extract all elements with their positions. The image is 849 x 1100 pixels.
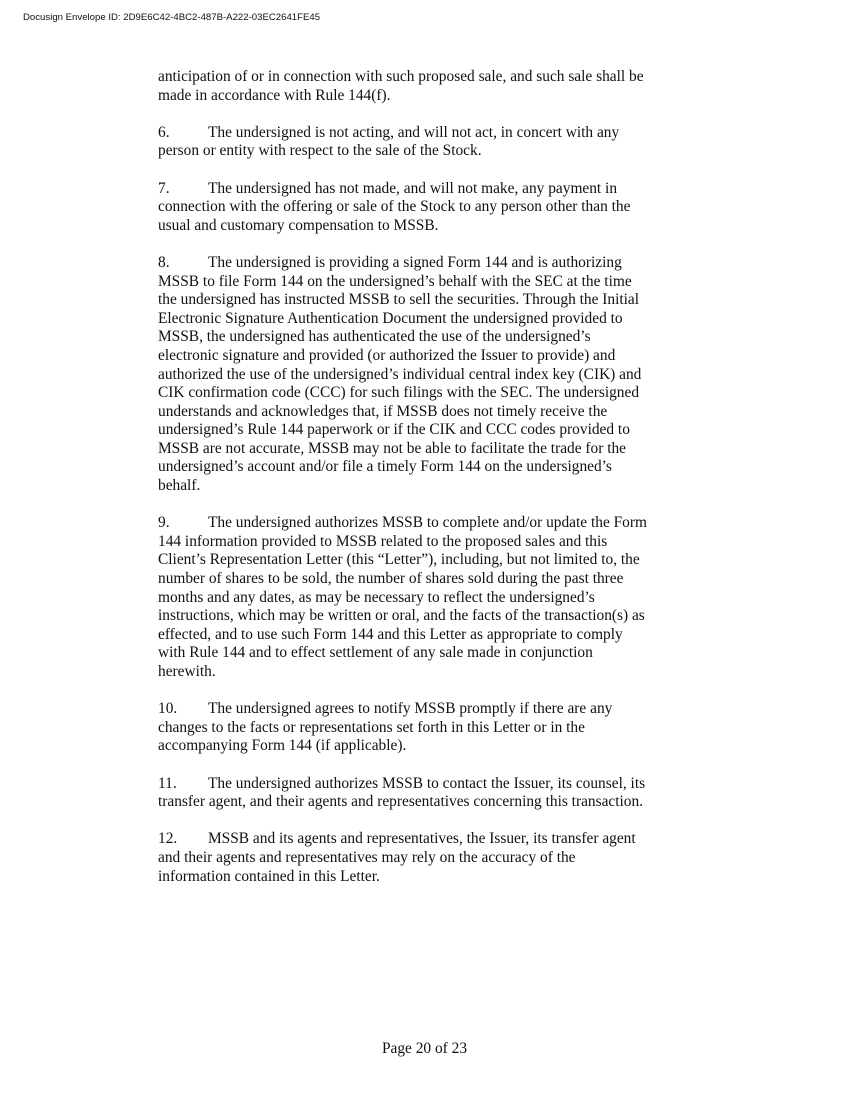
paragraph-number: 10. <box>158 700 178 718</box>
paragraph-8 <box>158 254 698 496</box>
paragraph-line: 144 information provided to MSSB related to the proposed sales and this <box>158 532 608 550</box>
paragraph-line: electronic signature and provided (or authorized the Issuer to provide) and <box>158 346 616 364</box>
paragraph-line: and their agents and representatives may rely on the accuracy of the <box>158 848 576 866</box>
paragraph-text: MSSB and its agents and representatives, the Issuer, its transfer agent <box>208 830 636 848</box>
paragraph-line: with Rule 144 and to effect settlement of any sale made in conjunction <box>158 644 593 662</box>
paragraph-line: CIK confirmation code (CCC) for such filings with the SEC. The undersigned <box>158 384 640 402</box>
paragraph-text: The undersigned authorizes MSSB to complete and/or update the Form <box>208 514 647 532</box>
paragraph-line <box>158 124 698 143</box>
paragraph-line: instructions, which may be written or oral, and the facts of the transaction(s) as <box>158 607 645 625</box>
paragraph-line: Electronic Signature Authentication Document the undersigned provided to <box>158 309 623 327</box>
paragraph-line <box>158 514 698 533</box>
paragraph-line <box>158 180 698 199</box>
paragraph-line: number of shares to be sold, the number of shares sold during the past three <box>158 570 624 588</box>
letter-body <box>158 68 698 905</box>
paragraph-line: undersigned’s account and/or file a timely Form 144 on the undersigned’s <box>158 458 612 476</box>
paragraph-line: accompanying Form 144 (if applicable). <box>158 737 407 755</box>
paragraph-number: 7. <box>158 179 170 197</box>
paragraph-line: months and any dates, as may be necessary to reflect the undersigned’s <box>158 588 595 606</box>
paragraph-11 <box>158 775 698 812</box>
paragraph-continued <box>158 68 698 105</box>
paragraph-line: transfer agent, and their agents and representatives concerning this transaction. <box>158 793 644 811</box>
paragraph-line: herewith. <box>158 663 216 680</box>
paragraph-line: undersigned’s Rule 144 paperwork or if the CIK and CCC codes provided to <box>158 421 630 439</box>
paragraph-text: The undersigned authorizes MSSB to contact the Issuer, its counsel, its <box>208 774 646 792</box>
paragraph-line <box>158 775 698 794</box>
paragraph-line: behalf. <box>158 477 201 495</box>
paragraph-line: MSSB, the undersigned has authenticated the use of the undersigned’s <box>158 328 591 346</box>
paragraph-line: made in accordance with Rule 144(f). <box>158 86 391 104</box>
paragraph-9 <box>158 514 698 681</box>
paragraph-line: anticipation of or in connection with such proposed sale, and such sale shall be <box>158 68 644 85</box>
paragraph-line <box>158 830 698 849</box>
paragraph-line: MSSB to file Form 144 on the undersigned’s behalf with the SEC at the time <box>158 272 632 290</box>
paragraph-line: information contained in this Letter. <box>158 867 380 885</box>
paragraph-line: usual and customary compensation to MSSB. <box>158 216 439 234</box>
paragraph-line: connection with the offering or sale of the Stock to any person other than the <box>158 198 631 216</box>
paragraph-7 <box>158 180 698 236</box>
paragraph-number: 6. <box>158 123 170 141</box>
paragraph-line: the undersigned has instructed MSSB to sell the securities. Through the Initial <box>158 291 640 309</box>
paragraph-12 <box>158 830 698 886</box>
paragraph-number: 11. <box>158 774 177 792</box>
paragraph-line: understands and acknowledges that, if MSSB does not timely receive the <box>158 402 608 420</box>
paragraph-line: changes to the facts or representations set forth in this Letter or in the <box>158 718 585 736</box>
page-number: Page 20 of 23 <box>381 1040 468 1057</box>
paragraph-line: authorized the use of the undersigned’s individual central index key (CIK) and <box>158 365 642 383</box>
paragraph-line: person or entity with respect to the sale of the Stock. <box>158 142 482 160</box>
paragraph-number: 12. <box>158 830 178 848</box>
paragraph-6 <box>158 124 698 161</box>
paragraph-text: The undersigned is providing a signed Form 144 and is authorizing <box>208 253 622 271</box>
paragraph-line <box>158 700 698 719</box>
paragraph-line <box>158 254 698 273</box>
paragraph-text: The undersigned agrees to notify MSSB promptly if there are any <box>208 700 613 718</box>
paragraph-line: Client’s Representation Letter (this “Letter”), including, but not limited to, the <box>158 551 640 569</box>
paragraph-text: The undersigned is not acting, and will not act, in concert with any <box>208 123 620 141</box>
paragraph-line: effected, and to use such Form 144 and this Letter as appropriate to comply <box>158 625 623 643</box>
envelope-id: Docusign Envelope ID: 2D9E6C42-4BC2-487B-A222-03EC2641FE45 <box>23 12 321 23</box>
paragraph-10 <box>158 700 698 756</box>
paragraph-text: The undersigned has not made, and will not make, any payment in <box>208 179 618 197</box>
paragraph-number: 9. <box>158 514 170 532</box>
paragraph-number: 8. <box>158 253 170 271</box>
paragraph-line: MSSB are not accurate, MSSB may not be able to facilitate the trade for the <box>158 439 626 457</box>
